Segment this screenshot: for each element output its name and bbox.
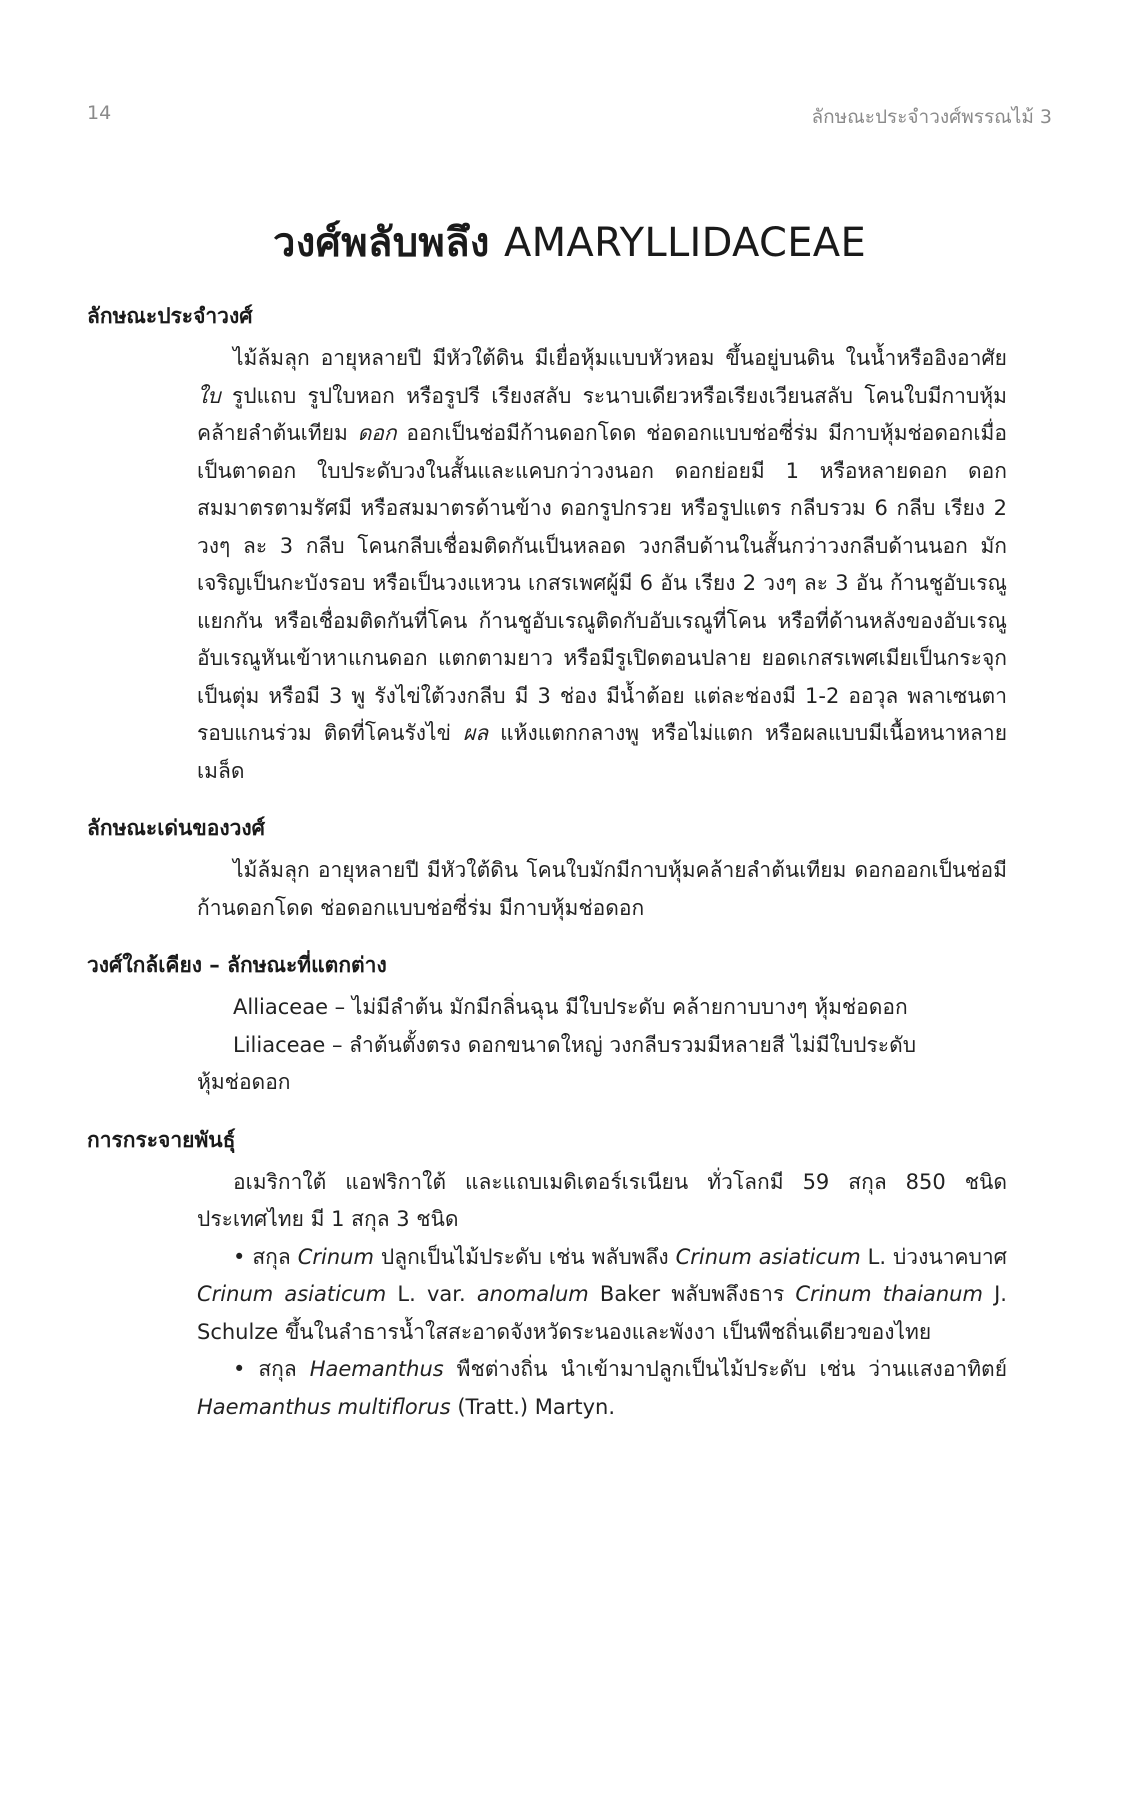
- text-run: L. บ่วงนาคบาศ: [860, 1244, 1007, 1269]
- main-content: [87, 300, 1007, 1448]
- italic-term: Haemanthus: [309, 1357, 444, 1381]
- distinctive-features-text: ไม้ล้มลุก อายุหลายปี มีหัวใต้ดิน โคนใบมักมีกาบหุ้มคล้ายลำต้นเทียม ดอกออกเป็นช่อมีก้านดอกโดด ช่อดอกแบบช่อซี่ร่ม มีกาบหุ้มช่อดอก: [197, 858, 1007, 920]
- page-header: [87, 102, 1052, 132]
- crinum-genus-text: [197, 1239, 1007, 1352]
- text-run: Baker พลับพลึงธาร: [588, 1282, 796, 1306]
- text-run: พืชต่างถิ่น นำเข้ามาปลูกเป็นไม้ประดับ เช่น ว่านแสงอาทิตย์: [443, 1357, 1008, 1381]
- text-run: • สกุล: [233, 1244, 298, 1269]
- italic-term: anomalum: [476, 1282, 589, 1306]
- text-run: J. Schulze ขึ้นในลำธารน้ำใสสะอาดจังหวัดระนองและพังงา เป็นพืชถิ่นเดียวของไทย: [197, 1282, 1007, 1344]
- italic-term: Crinum asiaticum: [675, 1244, 861, 1269]
- section-related-families: [87, 949, 1007, 1102]
- distribution-intro: อเมริกาใต้ แอฟริกาใต้ และแถบเมดิเตอร์เรเนียน ทั่วโลกมี 59 สกุล 850 ชนิด ประเทศไทย มี 1 สกุล 3 ชนิด: [197, 1169, 1007, 1231]
- section-family-characteristics: [87, 300, 1007, 790]
- italic-term: ผล: [462, 721, 489, 745]
- title-thai: วงศ์พลับพลึง: [272, 220, 490, 266]
- italic-term: ดอก: [357, 421, 397, 445]
- text-run: (Tratt.) Martyn.: [450, 1394, 616, 1419]
- text-run: L. var.: [386, 1282, 477, 1306]
- italic-term: Crinum thaianum: [795, 1282, 983, 1306]
- italic-term: Crinum: [297, 1244, 374, 1269]
- italic-term: ใบ: [197, 383, 221, 408]
- liliaceae-comparison-continued: หุ้มช่อดอก: [197, 1070, 291, 1094]
- liliaceae-comparison: Liliaceae – ลำต้นตั้งตรง ดอกขนาดใหญ่ วงกลีบรวมมีหลายสี ไม่มีใบประดับ: [233, 1032, 917, 1057]
- text-run: • สกุล: [233, 1357, 310, 1381]
- italic-term: Haemanthus multiflorus: [197, 1394, 451, 1419]
- page-number: 14: [87, 102, 112, 124]
- section-heading: การกระจายพันธุ์: [87, 1127, 236, 1152]
- alliaceae-comparison: Alliaceae – ไม่มีลำต้น มักมีกลิ่นฉุน มีใบประดับ คล้ายกาบบางๆ หุ้มช่อดอก: [233, 995, 908, 1019]
- text-run: ไม้ล้มลุก อายุหลายปี มีหัวใต้ดิน มีเยื่อหุ้มแบบหัวหอม ขึ้นอยู่บนดิน ในน้ำหรืออิงอาศัย: [233, 346, 1007, 370]
- running-head: ลักษณะประจำวงศ์พรรณไม้ 3: [811, 106, 1052, 128]
- section-distinctive-features: [87, 812, 1007, 927]
- family-characteristics-text: [197, 340, 1007, 790]
- text-run: แห้งแตกกลางพู หรือไม่แตก หรือผลแบบมีเนื้อหนาหลายเมล็ด: [197, 721, 1008, 783]
- section-distribution: [87, 1124, 1007, 1427]
- page-title: [0, 210, 1139, 274]
- title-latin: AMARYLLIDACEAE: [503, 220, 867, 266]
- section-heading: ลักษณะประจำวงศ์: [87, 304, 253, 328]
- text-run: ปลูกเป็นไม้ประดับ เช่น พลับพลึง: [373, 1244, 676, 1269]
- section-heading: วงศ์ใกล้เคียง – ลักษณะที่แตกต่าง: [87, 953, 387, 977]
- text-run: ออกเป็นช่อมีก้านดอกโดด ช่อดอกแบบช่อซี่ร่ม มีกาบหุ้มช่อดอกเมื่อเป็นตาดอก ใบประดับวงในสั้นและแคบกว่าวงนอก ดอกย่อยมี 1 หรือหลายดอก ดอกสมมาตรตามรัศมี หรือสมมาตรด้านข้าง ดอกรูปกรวย หรือรูปแตร กลีบรวม 6 กลีบ เรียง 2 วงๆ ละ 3 กลีบ โคนกลีบเชื่อมติดกันเป็นหลอด วงกลีบด้านในสั้นกว่าวงกลีบด้านนอก มักเจริญเป็นกะบังรอบ หรือเป็นวงแหวน เกสรเพศผู้มี 6 อัน เรียง 2 วงๆ ละ 3 อัน ก้านชูอับเรณูแยกกัน หรือเชื่อมติดกันที่โคน ก้านชูอับเรณูติดกับอับเรณูที่โคน หรือที่ด้านหลังของอับเรณู อับเรณูหันเข้าหาแกนดอก แตกตามยาว หรือมีรูเปิดตอนปลาย ยอดเกสรเพศเมียเป็นกระจุก เป็นตุ่ม หรือมี 3 พู รังไข่ใต้วงกลีบ มี 3 ช่อง มีน้ำต้อย แต่ละช่องมี 1-2 ออวุล พลาเซนตารอบแกนร่วม ติดที่โคนรังไข่: [197, 421, 1007, 745]
- italic-term: Crinum asiaticum: [197, 1282, 387, 1306]
- text-run: รูปแถบ รูปใบหอก หรือรูปรี เรียงสลับ ระนาบเดียวหรือเรียงเวียนสลับ โคนใบมีกาบหุ้มคล้ายลำต้นเทียม: [197, 383, 1007, 445]
- section-heading: ลักษณะเด่นของวงศ์: [87, 816, 265, 840]
- haemanthus-genus-text: [197, 1351, 1007, 1426]
